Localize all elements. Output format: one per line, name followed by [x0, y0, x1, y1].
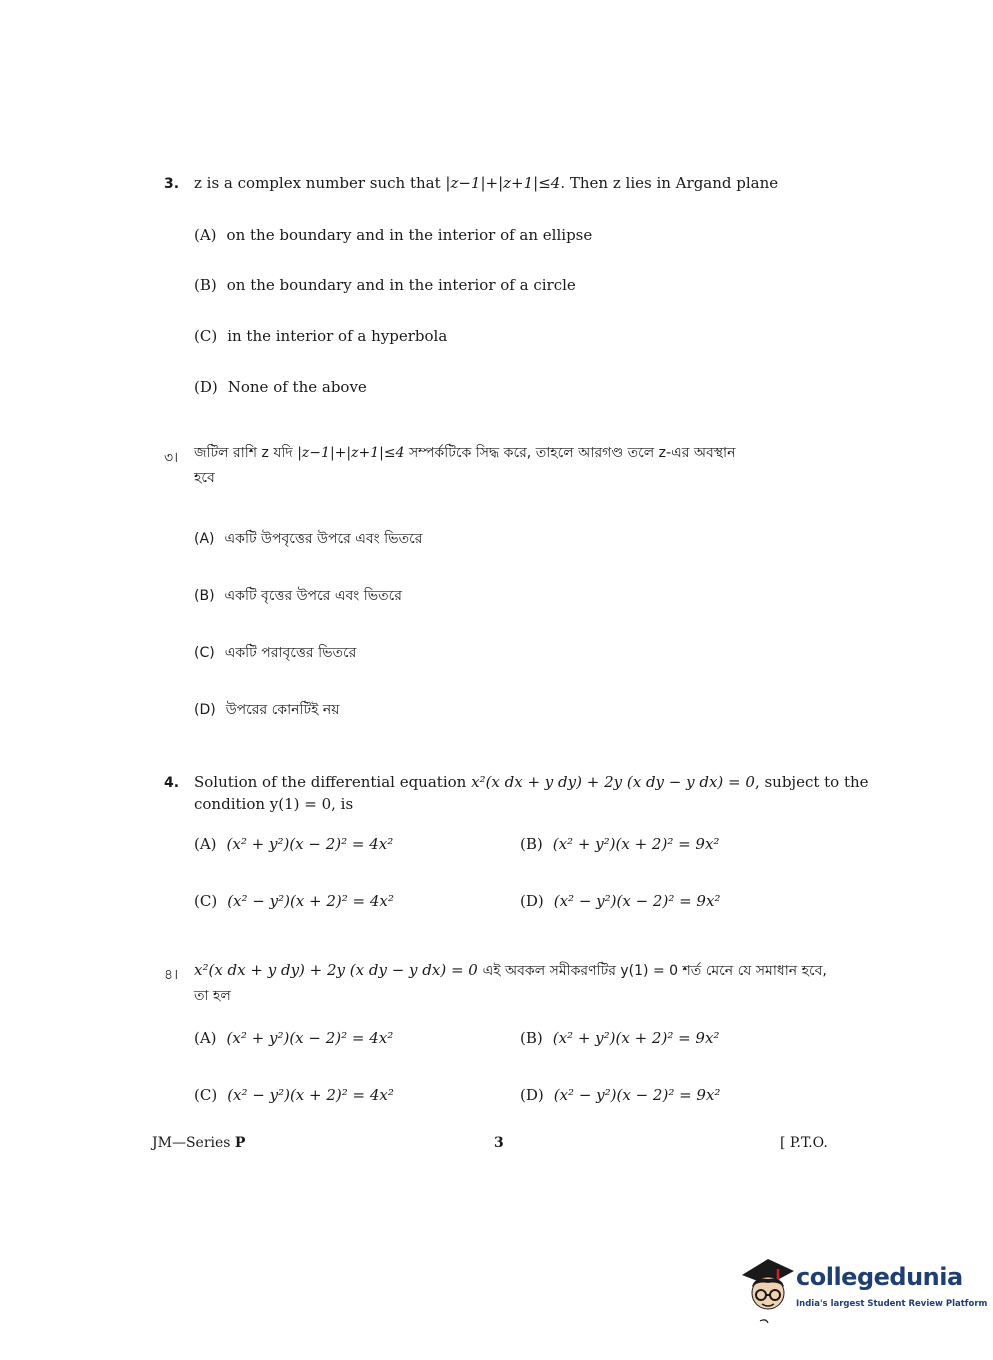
q3-bn-stem — [194, 442, 849, 464]
option-text: in the interior of a hyperbola — [227, 327, 448, 345]
option-label: (D) — [194, 378, 218, 396]
option-label: (C) — [194, 1086, 218, 1104]
q3-bn-condition: |z−1|+|z+1|≤4 — [297, 445, 405, 461]
q3-bn-stem-line2: হবে — [194, 470, 215, 486]
option-text: on the boundary and in the interior of a circle — [226, 276, 576, 294]
series-letter: P — [234, 1135, 246, 1151]
q3-condition: |z−1|+|z+1|≤4 — [445, 174, 561, 192]
q4-bn-equation: x²(x dx + y dy) + 2y (x dy − y dx) = 0 — [194, 961, 478, 979]
q4-bn-option-b[interactable] — [520, 1029, 719, 1047]
q3-bn-number: ৩। — [164, 450, 179, 466]
collegedunia-logo[interactable] — [738, 1255, 988, 1330]
option-text: (x² − y²)(x − 2)² = 9x² — [553, 1086, 721, 1104]
q4-bn-option-d[interactable] — [520, 1086, 720, 1104]
option-text: একটি পরাবৃত্তের ভিতরে — [224, 645, 357, 661]
logo-tagline: India's largest Student Review Platform — [796, 1299, 988, 1309]
option-label: (A) — [194, 1029, 217, 1047]
option-text: (x² + y²)(x + 2)² = 9x² — [552, 1029, 720, 1047]
option-text: on the boundary and in the interior of an ellipse — [226, 226, 593, 244]
option-label: (B) — [520, 835, 543, 853]
option-text: (x² − y²)(x + 2)² = 4x² — [227, 892, 394, 910]
q3-stem — [194, 172, 844, 194]
q4-option-d[interactable] — [520, 892, 720, 910]
q4-number: 4. — [164, 775, 180, 791]
q4-text-before: Solution of the differential equation — [194, 773, 467, 791]
option-label: (A) — [194, 226, 217, 244]
option-text: (x² + y²)(x + 2)² = 9x² — [552, 835, 720, 853]
option-label: (B) — [520, 1029, 543, 1047]
option-text: একটি বৃত্তের উপরে এবং ভিতরে — [224, 588, 403, 604]
logo-name: collegedunia — [796, 1263, 963, 1291]
q3-bn-option-c[interactable] — [194, 641, 356, 665]
q4-bn-stem — [194, 959, 854, 982]
q4-text-after: , subject to the — [754, 773, 869, 791]
q3-bn-option-b[interactable] — [194, 584, 402, 608]
q4-bn-number: ৪। — [164, 967, 179, 983]
pto-marker: [ P.T.O. — [780, 1135, 828, 1151]
q4-option-a[interactable] — [194, 835, 393, 853]
q3-option-c[interactable] — [194, 327, 447, 345]
option-text: (x² − y²)(x + 2)² = 4x² — [227, 1086, 394, 1104]
q4-bn-stem-line2: তা হল — [194, 988, 231, 1004]
q3-option-a[interactable] — [194, 226, 592, 244]
option-label: (B) — [194, 588, 215, 604]
option-label: (B) — [194, 276, 217, 294]
q4-stem-line2: condition y(1) = 0, is — [194, 795, 354, 813]
mascot-icon — [738, 1255, 796, 1330]
option-text: উপরের কোনটিই নয় — [225, 702, 340, 718]
option-label: (A) — [194, 835, 217, 853]
q4-bn-text-after: এই অবকল সমীকরণটির y(1) = 0 শর্ত মেনে যে সমাধান হবে, — [482, 963, 827, 979]
q3-option-d[interactable] — [194, 378, 367, 396]
q4-bn-option-c[interactable] — [194, 1086, 394, 1104]
option-label: (A) — [194, 531, 215, 547]
option-label: (D) — [520, 1086, 544, 1104]
q3-text-after: . Then z lies in Argand plane — [560, 174, 779, 192]
page-number: 3 — [494, 1135, 504, 1151]
q4-option-c[interactable] — [194, 892, 394, 910]
option-text: (x² + y²)(x − 2)² = 4x² — [226, 835, 394, 853]
q4-option-b[interactable] — [520, 835, 719, 853]
q3-number: 3. — [164, 176, 180, 192]
q3-bn-text-after: সম্পর্কটিকে সিদ্ধ করে, তাহলে আরগণ্ড তলে z-এর অবস্থান — [408, 445, 736, 461]
option-text: None of the above — [227, 378, 367, 396]
q4-bn-option-a[interactable] — [194, 1029, 393, 1047]
option-text: একটি উপবৃত্তের উপরে এবং ভিতরে — [224, 531, 423, 547]
q3-text-before: z is a complex number such that — [194, 174, 441, 192]
option-label: (D) — [194, 702, 216, 718]
q3-bn-option-a[interactable] — [194, 527, 422, 551]
q3-option-b[interactable] — [194, 276, 576, 294]
q3-bn-text-before: জটিল রাশি z যদি — [194, 445, 293, 461]
option-label: (C) — [194, 645, 215, 661]
series-prefix: JM—Series — [152, 1135, 231, 1151]
option-label: (D) — [520, 892, 544, 910]
q4-stem — [194, 771, 869, 793]
q3-bn-option-d[interactable] — [194, 698, 339, 722]
option-label: (C) — [194, 892, 218, 910]
option-label: (C) — [194, 327, 218, 345]
footer-series — [152, 1135, 245, 1151]
q4-equation: x²(x dx + y dy) + 2y (x dy − y dx) = 0 — [471, 773, 755, 791]
option-text: (x² − y²)(x − 2)² = 9x² — [553, 892, 721, 910]
option-text: (x² + y²)(x − 2)² = 4x² — [226, 1029, 394, 1047]
